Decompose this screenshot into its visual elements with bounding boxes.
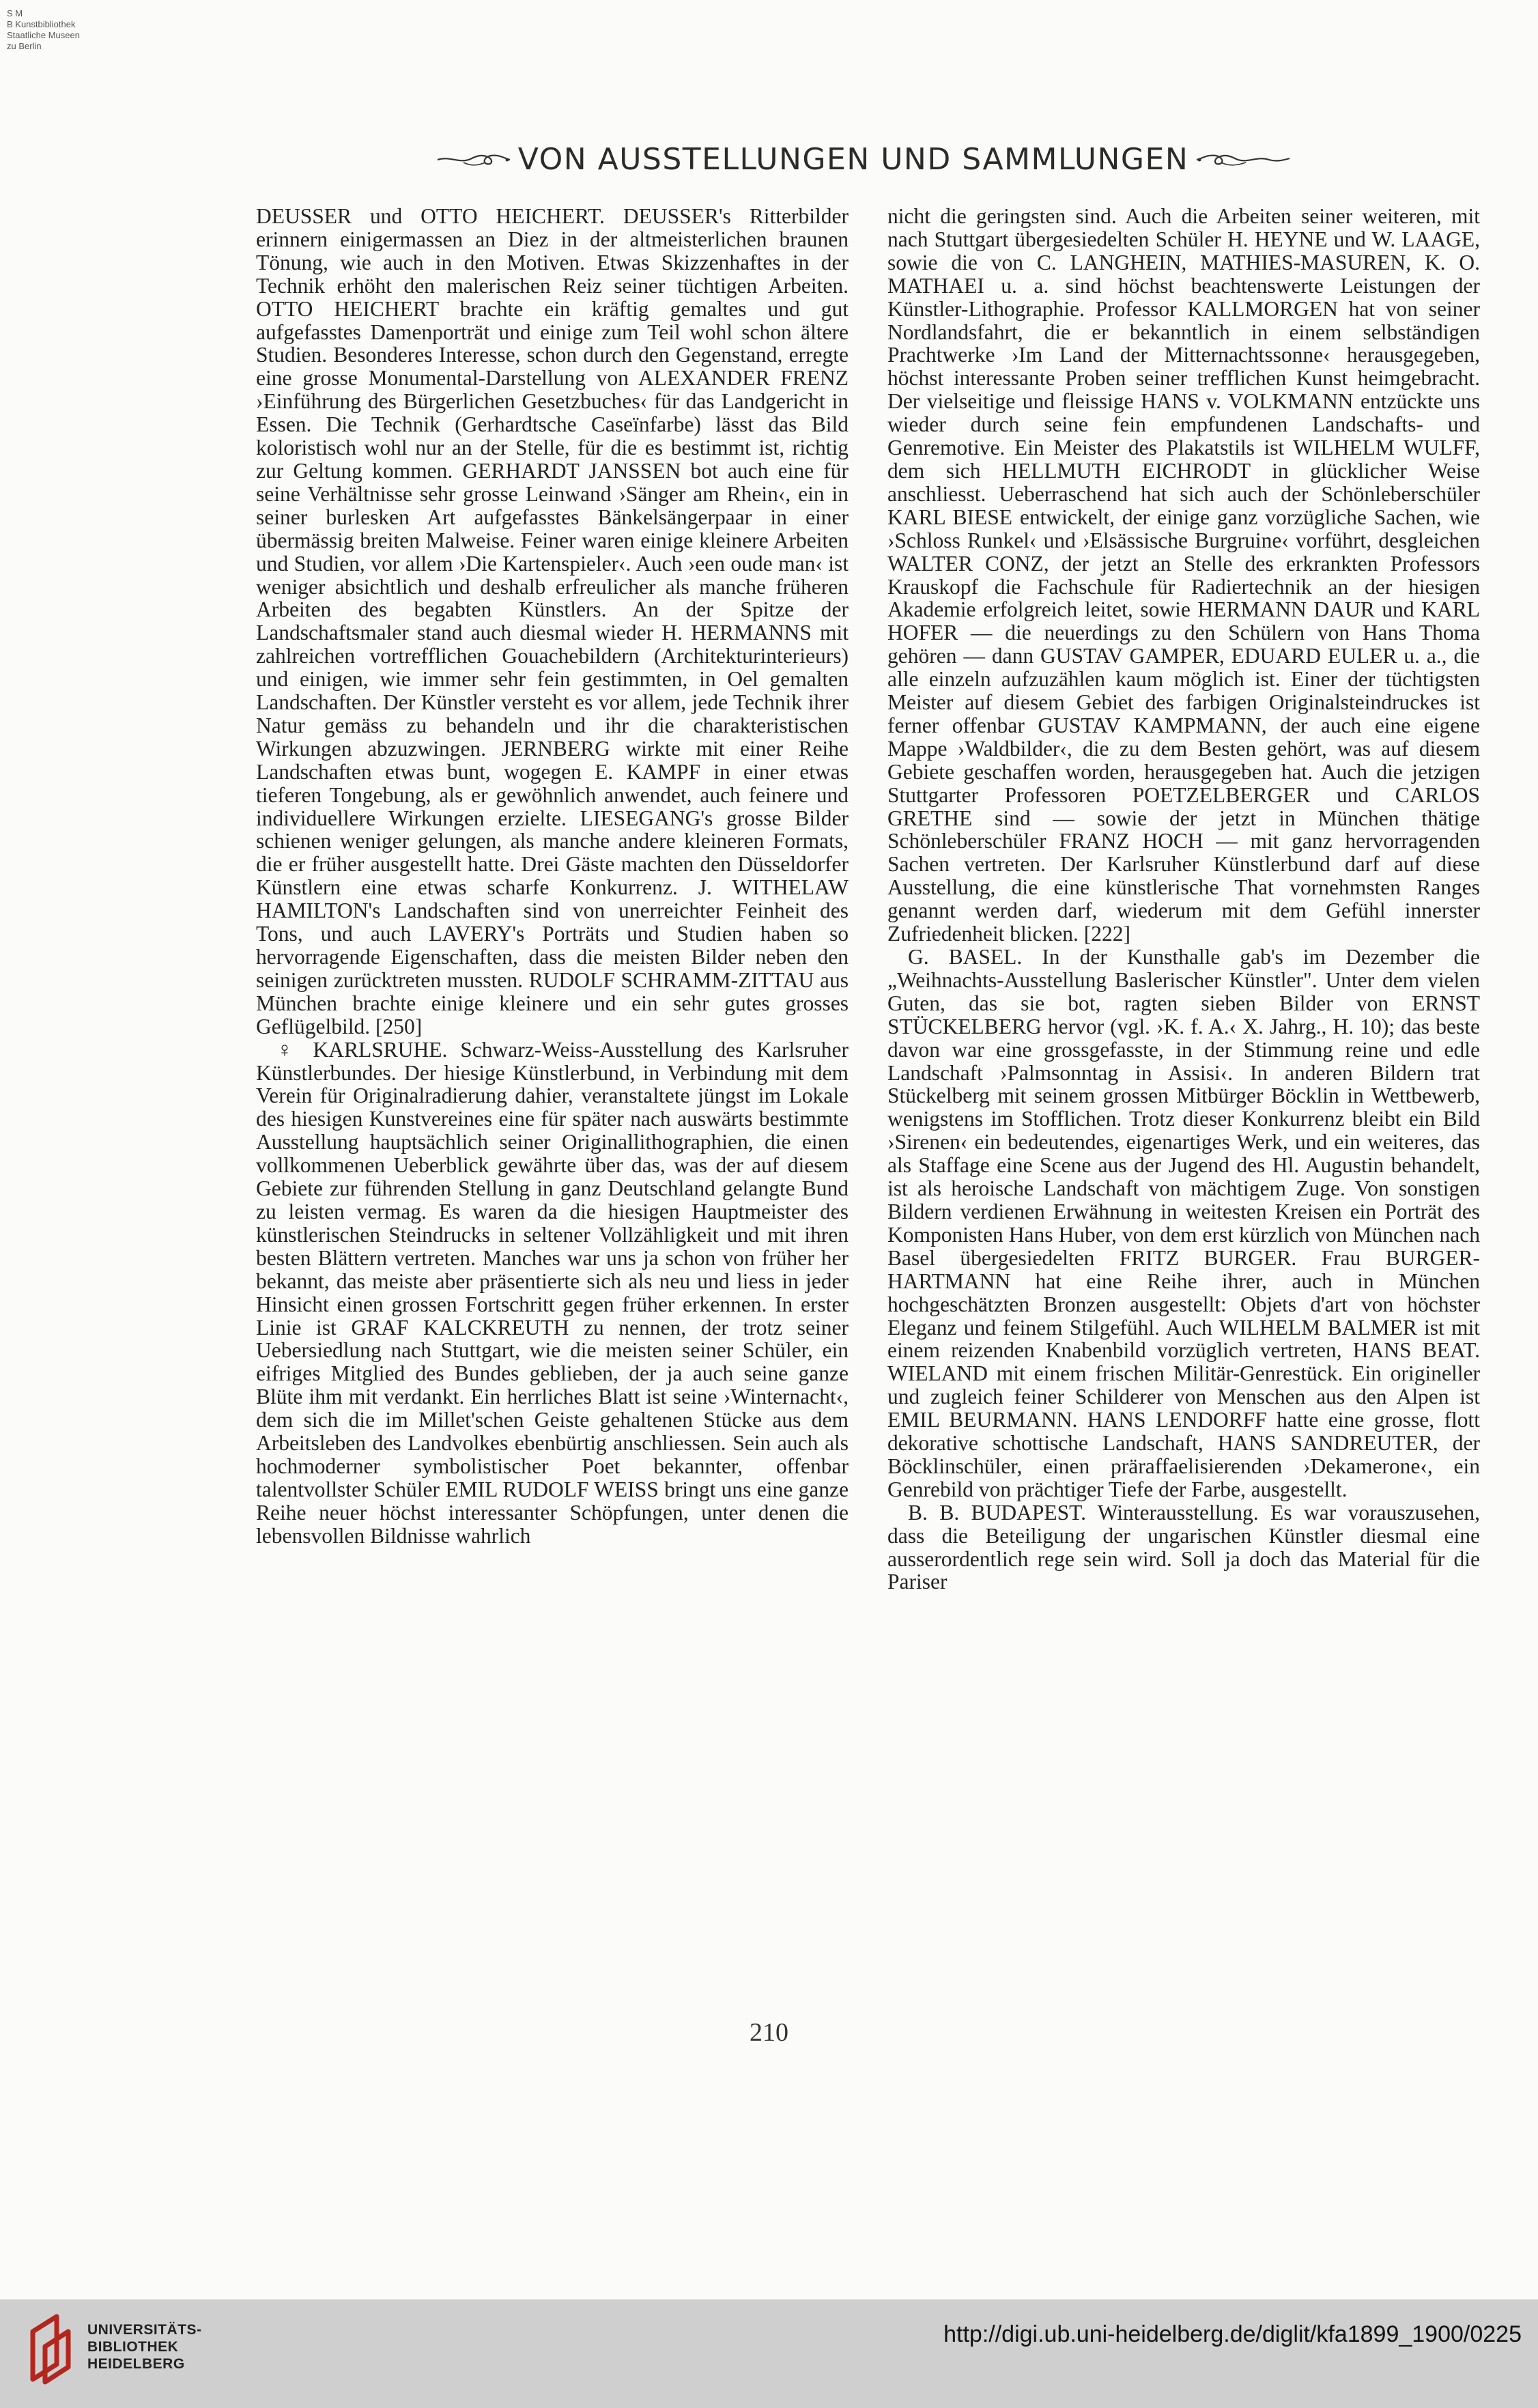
stamp-line: Staatliche Museen <box>7 30 80 40</box>
left-flourish-icon <box>436 149 511 169</box>
right-text-column <box>887 205 1480 1593</box>
page-number: 210 <box>750 2018 788 2047</box>
article-paragraph: B. B. BUDAPEST. Winterausstellung. Es war vorauszusehen, dass die Beteiligung der ungarischen Künstler diesmal eine ausserordentlich rege sein wird. Soll ja doch das Material für die Pariser <box>887 1500 1480 1594</box>
article-paragraph: ♀ KARLSRUHE. Schwarz-Weiss-Ausstellung des Karlsruher Künstlerbundes. Der hiesige Künstlerbund, in Verbindung mit dem Verein für Originalradierung dahier, veranstaltete jüngst im Lokale des hiesigen Kunstvereines eine für später nach auswärts bestimmte Ausstellung hauptsächlich seiner Originallithographien, die einen vollkommenen Ueberblick gewährte über das, was der auf diesem Gebiete zur führenden Stellung in ganz Deutschland gelangte Bund zu leisten vermag. Es waren da die hiesigen Hauptmeister des künstlerischen Steindrucks in seltener Vollzähligkeit und mit ihren besten Blättern vertreten. Manches war uns ja schon von früher her bekannt, das meiste aber präsentierte sich als neu und liess in jeder Hinsicht einen grossen Fortschritt gegen früher erkennen. In erster Linie ist GRAF KALCKREUTH zu nennen, der trotz seiner Uebersiedlung nach Stuttgart, wie die meisten seiner Schüler, ein eifriges Mitglied des Bundes geblieben, der ja auch seine ganze Blüte ihm mit verdankt. Ein herrliches Blatt ist seine ›Winternacht‹, dem sich die im Millet'schen Geiste gehaltenen Stücke aus dem Arbeitsleben des Landvolkes ebenbürtig anschliessen. Sein auch als hochmoderner symbolistischer Poet bekannter, offenbar talentvollster Schüler EMIL RUDOLF WEISS bringt uns eine ganze Reihe neuer höchst interessanter Schöpfungen, unter denen die lebensvollen Bildnisse wahrlich <box>256 1037 849 1548</box>
source-url-link[interactable]: http://digi.ub.uni-heidelberg.de/diglit/kfa1899_1900/0225 <box>943 2321 1522 2347</box>
article-paragraph: DEUSSER und OTTO HEICHERT. DEUSSER's Ritterbilder erinnern einigermassen an Diez in der altmeisterlichen braunen Tönung, wie auch in den Motiven. Etwas Skizzenhaftes in der Technik erhöht den malerischen Reiz seiner tüchtigen Arbeiten. OTTO HEICHERT brachte ein kräftig gemaltes und gut aufgefasstes Damenporträt und einige zum Teil wohl schon ältere Studien. Besonderes Interesse, schon durch den Gegenstand, erregte eine grosse Monumental-Darstellung von ALEXANDER FRENZ ›Einführung des Bürgerlichen Gesetzbuches‹ für das Landgericht in Essen. Die Technik (Gerhardtsche Caseïnfarbe) lässt das Bild koloristisch wohl nur an der Stelle, für die es bestimmt ist, richtig zur Geltung kommen. GERHARDT JANSSEN bot auch eine für seine Verhältnisse sehr grosse Leinwand ›Sänger am Rhein‹, ein in seiner burlesken Art aufgefasstes Bänkelsängerpaar in einer übermässig breiten Malweise. Feiner waren einige kleinere Arbeiten und Studien, vor allem ›Die Kartenspieler‹. Auch ›een oude man‹ ist weniger absichtlich und deshalb erfreulicher als manche früheren Arbeiten des begabten Künstlers. An der Spitze der Landschaftsmaler stand auch diesmal wieder H. HERMANNS mit zahlreichen vortrefflichen Gouachebildern (Architekturinterieurs) und einigen, wie immer sehr fein gestimmten, in Oel gemalten Landschaften. Der Künstler versteht es vor allem, jede Technik ihrer Natur gemäss zu behandeln und ihr die charakteristischen Wirkungen abzuzwingen. JERNBERG wirkte mit einer Reihe Landschaften etwas bunt, wogegen E. KAMPF in einer etwas tieferen Tongebung, als er gewöhnlich anwendet, auch feinere und individuellere Wirkungen erzielte. LIESEGANG's grosse Bilder schienen weniger gelungen, als manche andere kleineren Formats, die er früher ausgestellt hatte. Drei Gäste machten den Düsseldorfer Künstlern eine etwas scharfe Konkurrenz. J. WITHELAW HAMILTON's Landschaften sind von unerreichter Feinheit des Tons, und auch LAVERY's Porträts und Studien haben so hervorragende Eigenschaften, dass die meisten Bilder neben den seinigen zurücktreten mussten. RUDOLF SCHRAMM-ZITTAU aus München brachte einige kleinere und ein sehr gutes grosses Geflügelbild. [250] <box>256 204 849 1038</box>
library-name-line: HEIDELBERG <box>87 2356 185 2372</box>
library-name-line: BIBLIOTHEK <box>87 2339 179 2355</box>
left-text-column <box>256 205 849 1548</box>
running-header <box>379 135 1348 183</box>
article-paragraph: G. BASEL. In der Kunsthalle gab's im Dezember die „Weihnachts-Ausstellung Baslerischer Künstler". Unter dem vielen Guten, das sie bot, ragten sieben Bilder von ERNST STÜCKELBERG hervor (vgl. ›K. f. A.‹ X. Jahrg., H. 10); das beste davon war eine grossgefasste, in der Stimmung reine und edle Landschaft ›Palmsonntag in Assisi‹. In anderen Bildern trat Stückelberg mit seinem grossen Mitbürger Böcklin in Wettbewerb, wenigstens im Stofflichen. Trotz dieser Konkurrenz bleibt ein Bild ›Sirenen‹ ein bedeutendes, eigenartiges Werk, und ein weiteres, das als Staffage eine Scene aus der Jugend des Hl. Augustin behandelt, ist als heroische Landschaft von mächtigem Zuge. Von sonstigen Bildern verdienen Erwähnung in weitesten Kreisen ein Porträt des Komponisten Hans Huber, von dem erst kürzlich von München nach Basel übergesiedelten FRITZ BURGER. Frau BURGER-HARTMANN hat eine Reihe ihrer, auch in München hochgeschätzten Bronzen ausgestellt: Objets d'art von höchster Eleganz und feinem Stilgefühl. Auch WILHELM BALMER ist mit einem reizenden Knabenbild vorzüglich vertreten, HANS BEAT. WIELAND mit einem frischen Militär-Genrestück. Ein origineller und zugleich feiner Schilderer von Menschen aus den Alpen ist EMIL BEURMANN. HANS LENDORFF hatte eine grosse, flott dekorative schottische Landschaft, HANS SANDREUTER, der Böcklinschüler, einen präraffaelisierenden ›Dekamerone‹, ein Genrebild von prächtiger Tiefe der Farbe, ausgestellt. <box>887 945 1480 1501</box>
right-flourish-icon <box>1195 149 1291 169</box>
library-logo-icon <box>19 2311 81 2386</box>
collection-stamp <box>7 8 80 52</box>
library-name-line: UNIVERSITÄTS- <box>87 2322 202 2338</box>
stamp-line: B Kunstbibliothek <box>7 19 76 29</box>
header-title: VON AUSSTELLUNGEN UND SAMMLUNGEN <box>517 141 1189 177</box>
library-name <box>87 2321 202 2372</box>
stamp-line: S M <box>7 8 23 18</box>
article-paragraph: nicht die geringsten sind. Auch die Arbeiten seiner weiteren, mit nach Stuttgart übergesiedelten Schüler H. HEYNE und W. LAAGE, sowie die von C. LANGHEIN, MATHIES-MASUREN, K. O. MATHAEI u. a. sind höchst beachtenswerte Leistungen der Künstler-Lithographie. Professor KALLMORGEN hat von seiner Nordlandsfahrt, die er bekanntlich in einem selbständigen Prachtwerke ›Im Land der Mitternachtssonne‹ herausgegeben, höchst interessante Proben seiner trefflichen Kunst heimgebracht. Der vielseitige und fleissige HANS v. VOLKMANN entzückte uns wieder durch seine fein empfundenen Landschafts- und Genremotive. Ein Meister des Plakatstils ist WILHELM WULFF, dem sich HELLMUTH EICHRODT in glücklicher Weise anschliesst. Ueberraschend hat sich auch der Schönleberschüler KARL BIESE entwickelt, der einige ganz vorzügliche Sachen, wie ›Schloss Runkel‹ und ›Elsässische Burgruine‹ vorführt, desgleichen WALTER CONZ, der jetzt an Stelle des erkrankten Professors Krauskopf die Fachschule für Radiertechnik an der hiesigen Akademie erfolgreich leitet, sowie HERMANN DAUR und KARL HOFER — die neuerdings zu den Schülern von Hans Thoma gehören — dann GUSTAV GAMPER, EDUARD EULER u. a., die alle einzeln aufzuzählen kaum möglich ist. Einer der tüchtigsten Meister auf diesem Gebiet des farbigen Originalsteindruckes ist ferner offenbar GUSTAV KAMPMANN, der auch eine eigene Mappe ›Waldbilder‹, die zu dem Besten gehört, was auf diesem Gebiete geschaffen worden, herausgegeben hat. Auch die jetzigen Stuttgarter Professoren POETZELBERGER und CARLOS GRETHE sind — sowie der jetzt in München thätige Schönleberschüler FRANZ HOCH — mit ganz hervorragenden Sachen vertreten. Der Karlsruher Künstlerbund darf auf diese Ausstellung, die eine künstlerische That vornehmsten Ranges genannt werden darf, wiederum mit dem Gefühl innerster Zufriedenheit blicken. [222] <box>887 204 1480 946</box>
stamp-line: zu Berlin <box>7 41 42 51</box>
footer-bar <box>0 2299 1538 2408</box>
